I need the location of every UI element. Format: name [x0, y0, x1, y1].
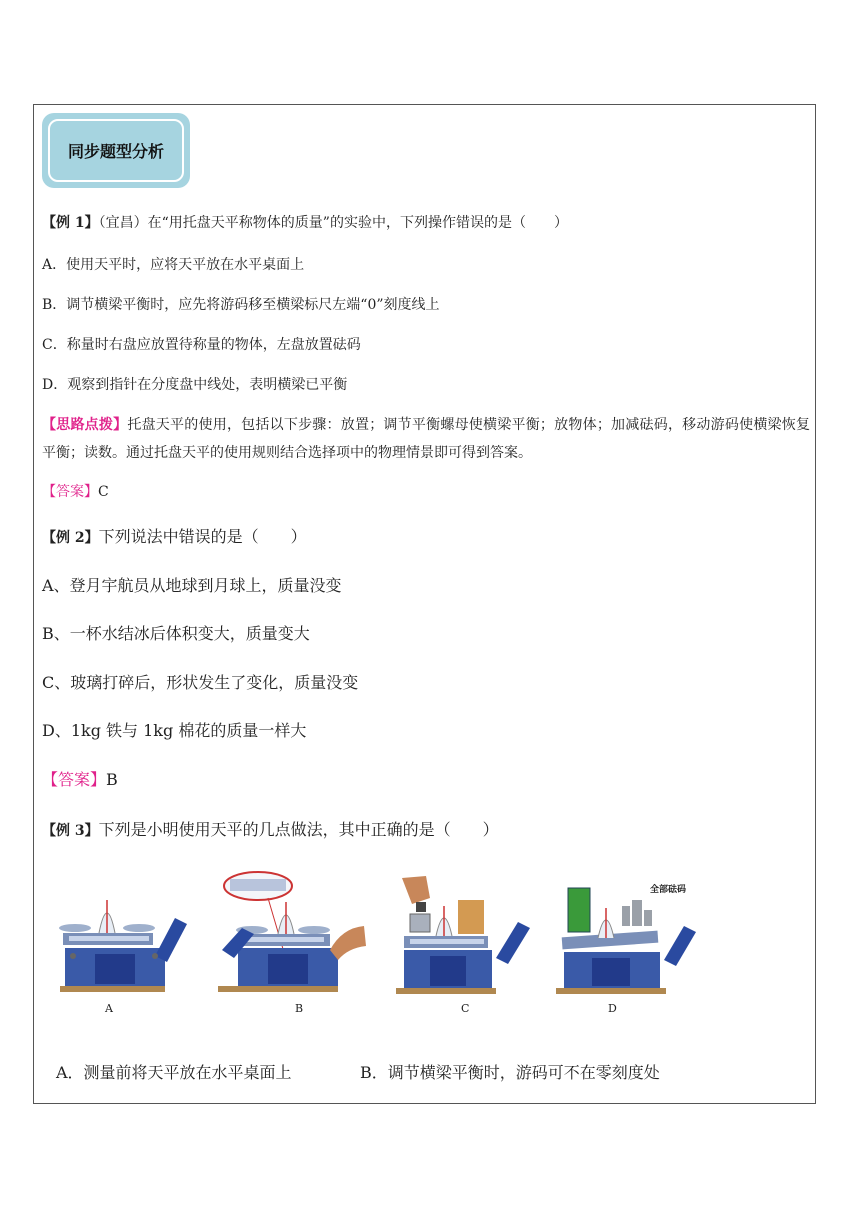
ex1-hint-label: 【思路点拨】 — [42, 417, 128, 433]
ex3-label: 【例 3】 — [42, 823, 99, 839]
ex2-option-c: C、玻璃打碎后，形状发生了变化，质量没变 — [42, 673, 359, 692]
ex2-label: 【例 2】 — [42, 530, 99, 546]
ex3-option-a: A．测量前将天平放在水平桌面上 — [56, 1063, 292, 1082]
ex1-answer — [42, 482, 109, 502]
figure-d-caption: D — [608, 1002, 617, 1015]
ex2-option-b: B、一杯水结冰后体积变大，质量变大 — [42, 624, 310, 643]
balance-figure-a — [55, 878, 195, 996]
ex1-answer-value: C — [98, 484, 109, 500]
ex1-question: （宜昌）在“用托盘天平称物体的质量”的实验中，下列操作错误的是（ ） — [98, 215, 568, 231]
ex2-answer-value: B — [106, 770, 118, 789]
figure-a-caption: A — [105, 1002, 113, 1015]
ex1-option-c: C．称量时右盘应放置待称量的物体，左盘放置砝码 — [42, 337, 361, 353]
figure-d-tag: 全部砝码 — [650, 885, 687, 895]
ex1-hint — [42, 411, 810, 467]
ex1-label: 【例 1】 — [42, 215, 99, 231]
ex1-hint-text: 托盘天平的使用，包括以下步骤：放置；调节平衡螺母使横梁平衡；放物体；加减砝码，移动游码使横梁恢复平衡；读数。通过托盘天平的使用规则结合选择项中的物理情景即可得到答案。 — [42, 417, 810, 461]
ex2-option-a: A、登月宇航员从地球到月球上，质量没变 — [42, 576, 342, 595]
figure-b-caption: B — [295, 1002, 304, 1015]
ex2-option-d: D、1kg 铁与 1kg 棉花的质量一样大 — [42, 721, 307, 740]
section-badge-title: 同步题型分析 — [48, 119, 184, 182]
figure-c-caption: C — [461, 1002, 470, 1015]
ex1-option-a: A．使用天平时，应将天平放在水平桌面上 — [42, 257, 305, 273]
balance-figure-b — [218, 868, 368, 998]
balance-figure-c — [396, 876, 546, 998]
ex1-answer-label: 【答案】 — [42, 484, 98, 500]
ex2-question-line — [42, 525, 307, 550]
ex3-question: 下列是小明使用天平的几点做法，其中正确的是（ ） — [98, 820, 499, 839]
ex3-question-line — [42, 818, 499, 843]
ex3-option-b: B．调节横梁平衡时，游码可不在零刻度处 — [360, 1063, 660, 1082]
balance-figure-d — [556, 880, 702, 998]
ex1-question-line — [42, 213, 568, 233]
ex2-question: 下列说法中错误的是（ ） — [98, 527, 307, 546]
ex1-option-d: D．观察到指针在分度盘中线处，表明横梁已平衡 — [42, 377, 348, 393]
ex2-answer-label: 【答案】 — [42, 770, 107, 789]
ex2-answer — [42, 768, 118, 792]
ex1-option-b: B．调节横梁平衡时，应先将游码移至横梁标尺左端“0”刻度线上 — [42, 297, 440, 313]
